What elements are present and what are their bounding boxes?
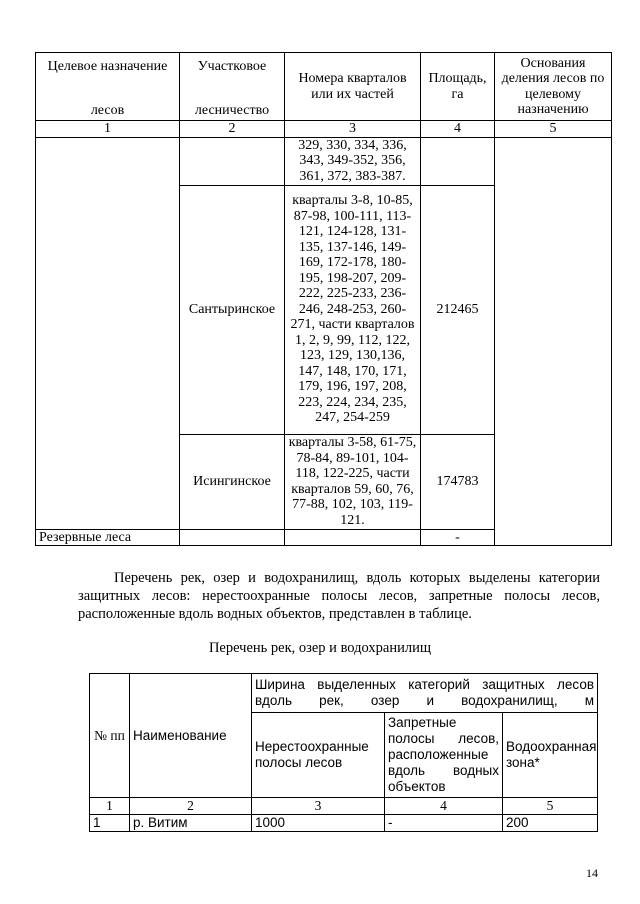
quarters-cell: кварталы 3-8, 10-85, 87-98, 100-111, 113-121, 124-128, 131-135, 137-146, 149-169, 172-178, 180-195, 198-207, 209-222, 225-233, 236-246, 248-253, 260-271, части кварталов 1, 2, 9, 99, 112, 122, 123, 129, 130,136, 147, 148, 170, 171, 179, 196, 197, 208, 223, 224, 234, 235, 247, 254-259 [285, 185, 421, 434]
table-row [90, 815, 598, 832]
header-purpose-line2: лесов [90, 103, 125, 118]
header-forestry [180, 53, 285, 121]
header-forestry-line1: Участковое [197, 58, 267, 74]
header-water: Водоохранная зона* [503, 713, 598, 798]
column-number-row [90, 798, 598, 815]
forestry-cell: Сантыринское [180, 185, 285, 434]
area-cell [421, 137, 495, 185]
header-spawning: Нерестоохранные полосы лесов [252, 713, 385, 798]
col-number: 4 [421, 121, 495, 138]
forest-purpose-table [35, 52, 612, 546]
header-prohibited: Запретные полосы лесов, расположенные вдоль водных объектов [385, 713, 503, 798]
basis-cell [495, 137, 612, 546]
col-number: 4 [385, 798, 503, 815]
header-name: Наименование [130, 674, 252, 798]
page-number: 14 [586, 866, 598, 880]
header-basis: Основания деления лесов по целевому назначению [495, 53, 612, 121]
forestry-cell: Исингинское [180, 434, 285, 529]
quarters-cell [285, 529, 421, 546]
forestry-cell [180, 137, 285, 185]
col-number: 2 [180, 121, 285, 138]
table-header-row [36, 53, 612, 121]
header-area: Площадь, га [421, 53, 495, 121]
column-number-row [36, 121, 612, 138]
reserve-label: Резервные леса [36, 529, 180, 546]
quarters-cell: 329, 330, 334, 336, 343, 349-352, 356, 361, 372, 383-387. [285, 137, 421, 185]
table-caption: Перечень рек, озер и водохранилищ [208, 640, 432, 656]
col-number: 3 [285, 121, 421, 138]
header-purpose-line1: Целевое назначение [47, 58, 168, 74]
area-cell: 174783 [421, 434, 495, 529]
header-forestry-line2: лесничество [194, 103, 270, 118]
quarters-cell: кварталы 3-58, 61-75, 78-84, 89-101, 104-118, 122-225, части кварталов 59, 60, 76, 77-88, 102, 103, 119-121. [285, 434, 421, 529]
forestry-cell [180, 529, 285, 546]
header-width-group: Ширина выделенных категорий защитных лесов вдоль рек, озер и водохранилищ, м [252, 674, 598, 713]
col-number: 1 [36, 121, 180, 138]
col-number: 1 [90, 798, 130, 815]
purpose-cell [36, 137, 180, 529]
river-name: р. Витим [130, 815, 252, 832]
table-row [36, 137, 612, 185]
water-width: 200 [503, 815, 598, 832]
header-purpose [36, 53, 180, 121]
rivers-table [89, 673, 598, 832]
body-paragraph-text: Перечень рек, озер и водохранилищ, вдоль которых выделены категории защитных лесов: нерестоохранные полосы лесов, запретные полосы лесов, расположенные вдоль водных объектов, представлен в таблице. [78, 570, 600, 622]
col-number: 5 [495, 121, 612, 138]
area-cell: 212465 [421, 185, 495, 434]
prohibited-width: - [385, 815, 503, 832]
header-number: № пп [90, 674, 130, 798]
col-number: 2 [130, 798, 252, 815]
col-number: 5 [503, 798, 598, 815]
area-cell: - [421, 529, 495, 546]
col-number: 3 [252, 798, 385, 815]
header-quarters: Номера кварталов или их частей [285, 53, 421, 121]
row-number: 1 [90, 815, 130, 832]
table-header-row [90, 674, 598, 713]
body-paragraph [78, 569, 600, 623]
spawning-width: 1000 [252, 815, 385, 832]
